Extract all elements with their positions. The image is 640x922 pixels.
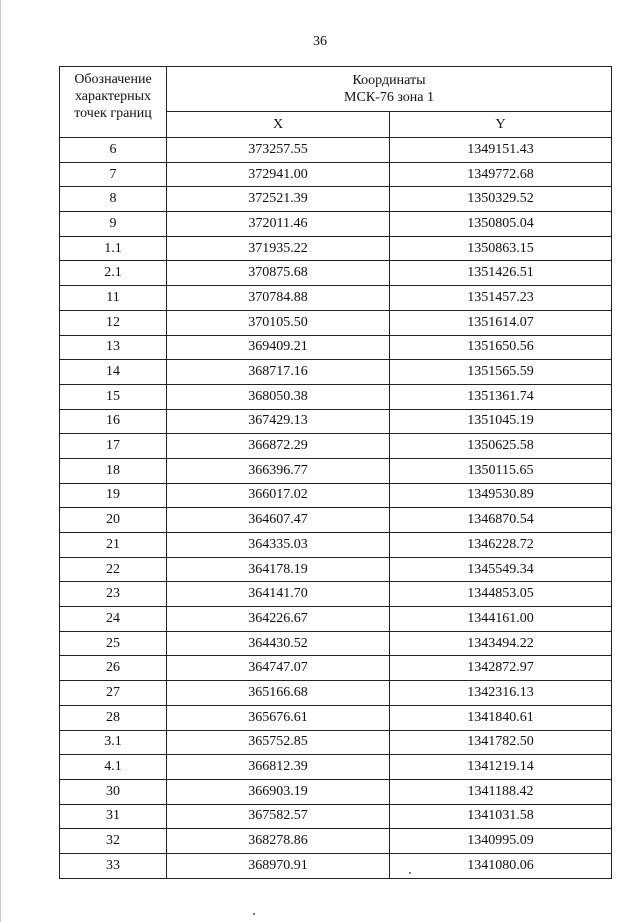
y-cell: 1342872.97 xyxy=(390,656,612,681)
coordinates-title: Координаты xyxy=(352,73,426,89)
y-cell: 1343494.22 xyxy=(390,631,612,656)
table-row xyxy=(60,656,612,681)
point-cell: 11 xyxy=(60,286,167,311)
y-cell: 1351045.19 xyxy=(390,409,612,434)
x-cell: 370875.68 xyxy=(167,261,390,286)
x-cell: 372941.00 xyxy=(167,162,390,187)
x-cell: 371935.22 xyxy=(167,236,390,261)
table-row xyxy=(60,162,612,187)
coordinates-header xyxy=(167,67,612,112)
x-cell: 368970.91 xyxy=(167,853,390,878)
x-cell: 364335.03 xyxy=(167,533,390,558)
y-cell: 1351361.74 xyxy=(390,384,612,409)
y-cell: 1341840.61 xyxy=(390,705,612,730)
table-row xyxy=(60,458,612,483)
x-cell: 370784.88 xyxy=(167,286,390,311)
coordinate-system-label: МСК-76 зона 1 xyxy=(344,90,434,106)
table-row xyxy=(60,508,612,533)
point-cell: 19 xyxy=(60,483,167,508)
point-cell: 14 xyxy=(60,360,167,385)
x-cell: 364226.67 xyxy=(167,607,390,632)
table-row xyxy=(60,310,612,335)
x-cell: 365676.61 xyxy=(167,705,390,730)
y-cell: 1351565.59 xyxy=(390,360,612,385)
y-cell: 1341219.14 xyxy=(390,755,612,780)
x-cell: 368050.38 xyxy=(167,384,390,409)
y-cell: 1350115.65 xyxy=(390,458,612,483)
table-row xyxy=(60,434,612,459)
y-cell: 1341080.06 xyxy=(390,853,612,878)
scan-edge xyxy=(0,0,1,922)
x-cell: 367429.13 xyxy=(167,409,390,434)
table-row xyxy=(60,779,612,804)
x-cell: 368278.86 xyxy=(167,829,390,854)
x-cell: 368717.16 xyxy=(167,360,390,385)
y-cell: 1351426.51 xyxy=(390,261,612,286)
point-cell: 31 xyxy=(60,804,167,829)
y-cell: 1350805.04 xyxy=(390,212,612,237)
x-cell: 366812.39 xyxy=(167,755,390,780)
x-cell: 366396.77 xyxy=(167,458,390,483)
table-row xyxy=(60,483,612,508)
y-cell: 1345549.34 xyxy=(390,557,612,582)
x-cell: 366017.02 xyxy=(167,483,390,508)
point-cell: 7 xyxy=(60,162,167,187)
y-cell: 1350329.52 xyxy=(390,187,612,212)
y-cell: 1340995.09 xyxy=(390,829,612,854)
point-cell: 30 xyxy=(60,779,167,804)
y-cell: 1346228.72 xyxy=(390,533,612,558)
table-row xyxy=(60,829,612,854)
table-row xyxy=(60,409,612,434)
table-row xyxy=(60,212,612,237)
x-cell: 364178.19 xyxy=(167,557,390,582)
point-cell: 28 xyxy=(60,705,167,730)
x-cell: 364141.70 xyxy=(167,582,390,607)
scan-speck xyxy=(253,913,255,915)
table-row xyxy=(60,138,612,163)
table-row xyxy=(60,384,612,409)
x-cell: 366903.19 xyxy=(167,779,390,804)
point-cell: 25 xyxy=(60,631,167,656)
table-row xyxy=(60,607,612,632)
table-row xyxy=(60,853,612,878)
x-cell: 372521.39 xyxy=(167,187,390,212)
y-cell: 1341782.50 xyxy=(390,730,612,755)
table-row xyxy=(60,705,612,730)
table-row xyxy=(60,582,612,607)
point-cell: 24 xyxy=(60,607,167,632)
table-body xyxy=(60,138,612,879)
point-cell: 21 xyxy=(60,533,167,558)
point-cell: 32 xyxy=(60,829,167,854)
point-cell: 18 xyxy=(60,458,167,483)
table-row xyxy=(60,261,612,286)
point-cell: 20 xyxy=(60,508,167,533)
y-cell: 1341188.42 xyxy=(390,779,612,804)
y-cell: 1349772.68 xyxy=(390,162,612,187)
point-cell: 23 xyxy=(60,582,167,607)
x-cell: 365166.68 xyxy=(167,681,390,706)
x-cell: 373257.55 xyxy=(167,138,390,163)
point-cell: 26 xyxy=(60,656,167,681)
table-row xyxy=(60,360,612,385)
table-row xyxy=(60,187,612,212)
point-cell: 16 xyxy=(60,409,167,434)
x-cell: 372011.46 xyxy=(167,212,390,237)
point-cell: 6 xyxy=(60,138,167,163)
point-cell: 2.1 xyxy=(60,261,167,286)
point-cell: 13 xyxy=(60,335,167,360)
y-cell: 1351614.07 xyxy=(390,310,612,335)
x-cell: 367582.57 xyxy=(167,804,390,829)
y-cell: 1349530.89 xyxy=(390,483,612,508)
table-row xyxy=(60,557,612,582)
y-cell: 1342316.13 xyxy=(390,681,612,706)
table-row xyxy=(60,286,612,311)
coordinates-table xyxy=(59,66,612,879)
x-cell: 369409.21 xyxy=(167,335,390,360)
point-cell: 9 xyxy=(60,212,167,237)
point-cell: 1.1 xyxy=(60,236,167,261)
table-row xyxy=(60,755,612,780)
y-cell: 1350863.15 xyxy=(390,236,612,261)
point-cell: 17 xyxy=(60,434,167,459)
y-cell: 1350625.58 xyxy=(390,434,612,459)
x-cell: 364747.07 xyxy=(167,656,390,681)
point-cell: 3.1 xyxy=(60,730,167,755)
y-cell: 1351650.56 xyxy=(390,335,612,360)
point-cell: 33 xyxy=(60,853,167,878)
table-row xyxy=(60,730,612,755)
table-row xyxy=(60,533,612,558)
table-row xyxy=(60,631,612,656)
point-designation-header: Обозначение характерных точек границ xyxy=(60,67,167,138)
point-cell: 8 xyxy=(60,187,167,212)
point-cell: 27 xyxy=(60,681,167,706)
x-cell: 370105.50 xyxy=(167,310,390,335)
table-row xyxy=(60,335,612,360)
x-cell: 364607.47 xyxy=(167,508,390,533)
y-cell: 1344853.05 xyxy=(390,582,612,607)
point-cell: 12 xyxy=(60,310,167,335)
point-cell: 15 xyxy=(60,384,167,409)
y-cell: 1351457.23 xyxy=(390,286,612,311)
point-cell: 22 xyxy=(60,557,167,582)
page-number: 36 xyxy=(313,34,327,49)
x-cell: 364430.52 xyxy=(167,631,390,656)
table-row xyxy=(60,804,612,829)
y-cell: 1341031.58 xyxy=(390,804,612,829)
point-cell: 4.1 xyxy=(60,755,167,780)
y-cell: 1344161.00 xyxy=(390,607,612,632)
scan-speck xyxy=(409,872,411,874)
x-column-header: X xyxy=(167,112,390,138)
x-cell: 366872.29 xyxy=(167,434,390,459)
table-row xyxy=(60,681,612,706)
y-column-header: Y xyxy=(390,112,612,138)
table-row xyxy=(60,236,612,261)
x-cell: 365752.85 xyxy=(167,730,390,755)
y-cell: 1346870.54 xyxy=(390,508,612,533)
y-cell: 1349151.43 xyxy=(390,138,612,163)
